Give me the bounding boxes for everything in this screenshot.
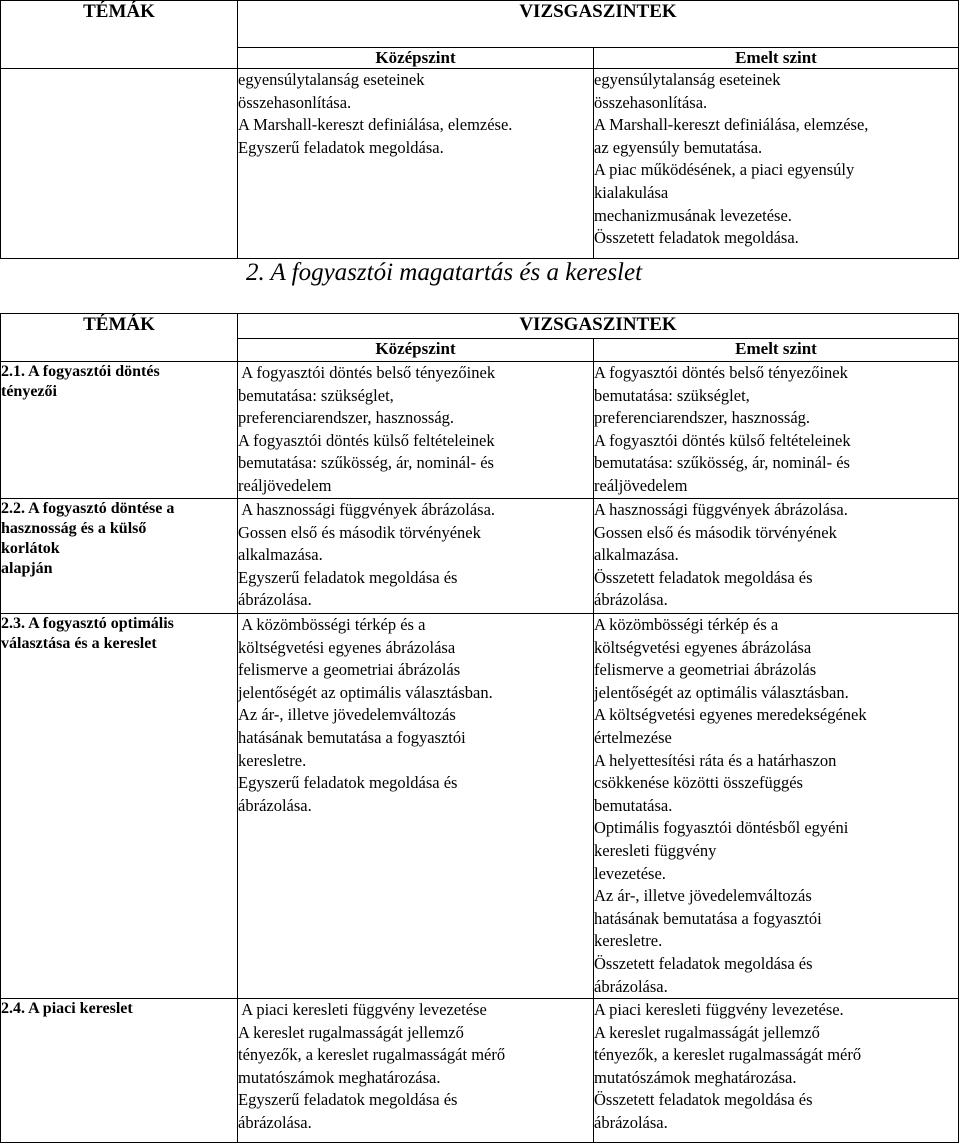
text-line: mechanizmusának levezetése. bbox=[594, 205, 792, 225]
text-line: ábrázolása. bbox=[594, 976, 668, 996]
exam-table-continued bbox=[0, 0, 959, 259]
text-line: Gossen első és második törvényének bbox=[594, 522, 837, 542]
text-line: tényezők, a kereslet rugalmasságát mérő bbox=[594, 1045, 862, 1065]
topic-cell bbox=[1, 614, 238, 999]
text-line: Egyszerű feladatok megoldása. bbox=[238, 137, 444, 157]
text-line: egyensúlytalanság eseteinek bbox=[238, 70, 425, 89]
text-line: jelentőségét az optimális választásban. bbox=[238, 682, 493, 702]
advanced-level-cell bbox=[594, 999, 959, 1143]
text-line: reáljövedelem bbox=[238, 475, 332, 495]
topic-line: 2.4. A piaci kereslet bbox=[1, 1000, 133, 1018]
text-line: hatásának bemutatása a fogyasztói bbox=[594, 908, 822, 928]
text-line: A kereslet rugalmasságát jellemző bbox=[238, 1022, 464, 1042]
mid-level-cell bbox=[238, 614, 594, 999]
text-line: A helyettesítési ráta és a határhaszon bbox=[594, 750, 837, 770]
text-line: ábrázolása. bbox=[238, 590, 312, 610]
text-line: Egyszerű feladatok megoldása és bbox=[238, 773, 458, 793]
text-line: ábrázolása. bbox=[238, 795, 312, 815]
topic-line: tényezői bbox=[1, 383, 57, 400]
text-line: A fogyasztói döntés belső tényezőinek bbox=[238, 363, 496, 382]
text-line: bemutatása: szükséglet, bbox=[594, 385, 750, 405]
topic-line: választása és a kereslet bbox=[1, 635, 157, 652]
text-line: A közömbösségi térkép és a bbox=[594, 615, 779, 634]
text-line: értelmezése bbox=[594, 727, 672, 747]
advanced-level-header: Emelt szint bbox=[594, 48, 959, 69]
topic-cell bbox=[1, 999, 238, 1143]
text-line: felismerve a geometriai ábrázolás bbox=[238, 660, 461, 680]
mid-level-cell bbox=[238, 499, 594, 614]
text-line: A fogyasztói döntés külső feltételeinek bbox=[238, 430, 495, 450]
section-heading: 2. A fogyasztói magatartás és a kereslet bbox=[246, 259, 643, 286]
advanced-level-cell bbox=[594, 499, 959, 614]
text-line: Összetett feladatok megoldása. bbox=[594, 228, 799, 248]
text-line: tényezők, a kereslet rugalmasságát mérő bbox=[238, 1045, 506, 1065]
text-line: csökkenése közötti összefüggés bbox=[594, 773, 803, 793]
topic-line: 2.3. A fogyasztó optimális bbox=[1, 615, 174, 632]
text-line: levezetése. bbox=[594, 863, 666, 883]
text-line: Egyszerű feladatok megoldása és bbox=[238, 1090, 458, 1110]
text-line: Összetett feladatok megoldása és bbox=[594, 567, 813, 587]
text-line: keresletre. bbox=[238, 750, 307, 770]
text-line: alkalmazása. bbox=[594, 545, 679, 565]
text-line: A fogyasztói döntés külső feltételeinek bbox=[594, 430, 851, 450]
text-line: A piaci keresleti függvény levezetése. bbox=[594, 1000, 844, 1020]
exam-levels-header: VIZSGASZINTEK bbox=[238, 314, 959, 339]
text-line: Az ár-, illetve jövedelemváltozás bbox=[594, 886, 812, 906]
text-line: A piac működésének, a piaci egyensúly bbox=[594, 160, 855, 180]
topic-line: alapján bbox=[1, 560, 53, 577]
text-line: ábrázolása. bbox=[238, 1113, 312, 1133]
text-line: Egyszerű feladatok megoldása és bbox=[238, 567, 458, 587]
text-line: alkalmazása. bbox=[238, 545, 323, 565]
topic-cell bbox=[1, 499, 238, 614]
text-line: A Marshall-kereszt definiálása, elemzése. bbox=[238, 115, 513, 135]
text-line: felismerve a geometriai ábrázolás bbox=[594, 660, 817, 680]
text-line: az egyensúly bemutatása. bbox=[594, 137, 763, 157]
text-line: összehasonlítása. bbox=[594, 92, 708, 112]
text-line: keresletre. bbox=[594, 931, 663, 951]
exam-levels-header: VIZSGASZINTEK bbox=[238, 1, 959, 48]
topics-header: TÉMÁK bbox=[1, 1, 238, 69]
text-line: A közömbösségi térkép és a bbox=[238, 615, 426, 634]
text-line: jelentőségét az optimális választásban. bbox=[594, 682, 849, 702]
text-line: A fogyasztói döntés belső tényezőinek bbox=[594, 363, 848, 382]
text-line: A Marshall-kereszt definiálása, elemzése, bbox=[594, 115, 869, 135]
text-line: A hasznossági függvények ábrázolása. bbox=[594, 500, 848, 519]
text-line: A hasznossági függvények ábrázolása. bbox=[238, 500, 496, 519]
mid-level-cell bbox=[238, 362, 594, 499]
text-line: összehasonlítása. bbox=[238, 92, 352, 112]
advanced-level-cell bbox=[594, 362, 959, 499]
text-line: hatásának bemutatása a fogyasztói bbox=[238, 727, 466, 747]
mid-level-header: Középszint bbox=[238, 339, 594, 362]
topic-cell bbox=[1, 362, 238, 499]
text-line: preferenciarendszer, hasznosság. bbox=[594, 408, 811, 428]
text-line: Az ár-, illetve jövedelemváltozás bbox=[238, 705, 456, 725]
text-line: A piaci keresleti függvény levezetése bbox=[238, 1000, 487, 1020]
exam-table-consumer-behavior bbox=[0, 313, 959, 1143]
text-line: bemutatása: szűkösség, ár, nominál- és bbox=[238, 453, 494, 473]
topic-line: 2.2. A fogyasztó döntése a bbox=[1, 500, 175, 517]
text-line: bemutatása. bbox=[594, 795, 673, 815]
topic-line: korlátok bbox=[1, 540, 60, 557]
text-line: A kereslet rugalmasságát jellemző bbox=[594, 1022, 820, 1042]
text-line: Összetett feladatok megoldása és bbox=[594, 953, 813, 973]
text-line: ábrázolása. bbox=[594, 590, 668, 610]
text-line: egyensúlytalanság eseteinek bbox=[594, 70, 781, 89]
text-line: kialakulása bbox=[594, 182, 669, 202]
text-line: ábrázolása. bbox=[594, 1113, 668, 1133]
text-line: bemutatása: szükséglet, bbox=[238, 385, 394, 405]
mid-level-cell bbox=[238, 69, 594, 259]
topics-header: TÉMÁK bbox=[1, 314, 238, 362]
advanced-level-cell bbox=[594, 69, 959, 259]
text-line: bemutatása: szűkösség, ár, nominál- és bbox=[594, 453, 850, 473]
text-line: Optimális fogyasztói döntésből egyéni bbox=[594, 818, 849, 838]
text-line: költségvetési egyenes ábrázolása bbox=[238, 637, 456, 657]
text-line: preferenciarendszer, hasznosság. bbox=[238, 408, 455, 428]
topic-line: hasznosság és a külső bbox=[1, 520, 147, 537]
text-line: mutatószámok meghatározása. bbox=[594, 1067, 797, 1087]
text-line: reáljövedelem bbox=[594, 475, 688, 495]
text-line: mutatószámok meghatározása. bbox=[238, 1067, 441, 1087]
advanced-level-cell bbox=[594, 614, 959, 999]
mid-level-cell bbox=[238, 999, 594, 1143]
text-line: A költségvetési egyenes meredekségének bbox=[594, 705, 867, 725]
text-line: Összetett feladatok megoldása és bbox=[594, 1090, 813, 1110]
mid-level-header: Középszint bbox=[238, 48, 594, 69]
topic-line: 2.1. A fogyasztói döntés bbox=[1, 363, 160, 380]
text-line: keresleti függvény bbox=[594, 840, 717, 860]
text-line: Gossen első és második törvényének bbox=[238, 522, 481, 542]
topic-cell-empty bbox=[1, 69, 238, 259]
text-line: költségvetési egyenes ábrázolása bbox=[594, 637, 812, 657]
advanced-level-header: Emelt szint bbox=[594, 339, 959, 362]
